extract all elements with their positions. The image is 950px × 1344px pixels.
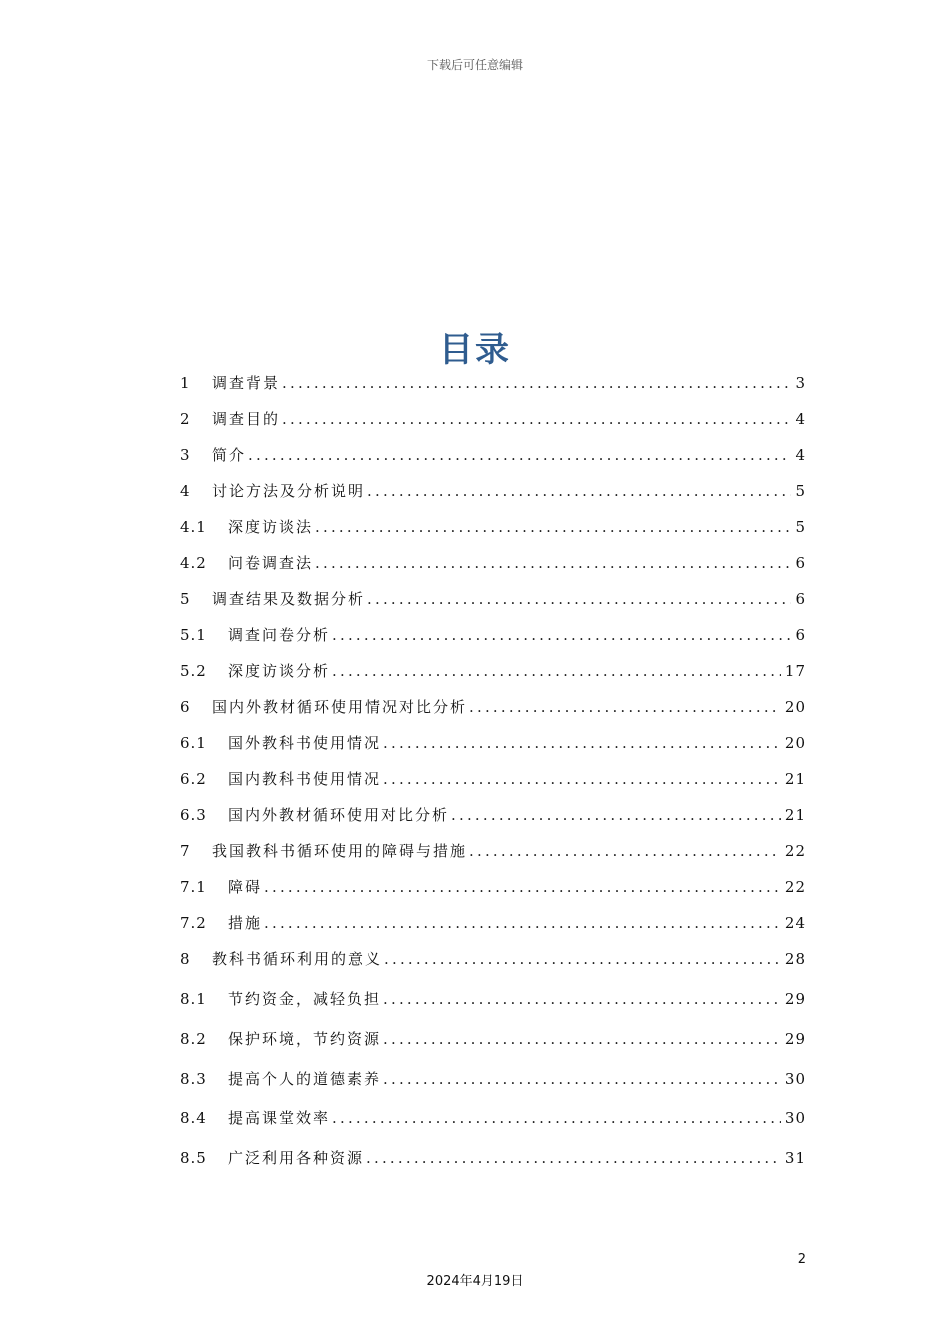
toc-entry-label: 调查背景	[212, 374, 281, 392]
toc-entry-label: 保护环境，节约资源	[228, 1030, 382, 1048]
toc-entry-label: 障碍	[228, 878, 263, 896]
toc-entry-label: 教科书循环利用的意义	[212, 950, 383, 968]
toc-entry-number: 8.4	[180, 1109, 207, 1127]
toc-dot-leader	[383, 990, 781, 1008]
toc-entry-number: 4	[180, 482, 191, 500]
toc-dot-leader	[384, 950, 781, 968]
toc-entry[interactable]	[180, 516, 806, 540]
toc-entry[interactable]	[180, 588, 806, 612]
toc-entry-number: 8	[180, 950, 191, 968]
toc-entry-number: 8.2	[180, 1030, 207, 1048]
toc-entry-label: 问卷调查法	[228, 554, 314, 572]
toc-entry-number: 4.1	[180, 518, 207, 536]
toc-entry-label: 讨论方法及分析说明	[212, 482, 366, 500]
toc-entry-number: 1	[180, 374, 191, 392]
toc-entry-label: 提高个人的道德素养	[228, 1070, 382, 1088]
toc-dot-leader	[282, 410, 791, 428]
toc-dot-leader	[367, 482, 791, 500]
toc-entry-label: 措施	[228, 914, 263, 932]
toc-entry[interactable]	[180, 552, 806, 576]
toc-entry-page: 30	[784, 1109, 806, 1127]
toc-entry[interactable]	[180, 1028, 806, 1052]
toc-entry[interactable]	[180, 696, 806, 720]
toc-entry[interactable]	[180, 840, 806, 864]
toc-dot-leader	[383, 770, 781, 788]
toc-entry[interactable]	[180, 912, 806, 936]
toc-entry-page: 17	[784, 662, 806, 680]
page-number: 2	[797, 1252, 806, 1267]
toc-entry-label: 国外教科书使用情况	[228, 734, 382, 752]
toc-entry-label: 调查结果及数据分析	[212, 590, 366, 608]
toc-entry[interactable]	[180, 988, 806, 1012]
toc-entry[interactable]	[180, 624, 806, 648]
toc-dot-leader	[383, 1030, 781, 1048]
toc-entry-label: 国内外教材循环使用情况对比分析	[212, 698, 468, 716]
toc-entry-page: 30	[784, 1070, 806, 1088]
toc-entry-page: 6	[795, 626, 806, 644]
toc-entry-number: 6	[180, 698, 191, 716]
toc-entry[interactable]	[180, 444, 806, 468]
toc-entry-number: 8.3	[180, 1070, 207, 1088]
toc-dot-leader	[282, 374, 791, 392]
toc-entry[interactable]	[180, 372, 806, 396]
toc-entry-page: 22	[784, 842, 806, 860]
toc-dot-leader	[315, 518, 791, 536]
toc-entry-page: 29	[784, 1030, 806, 1048]
toc-entry[interactable]	[180, 408, 806, 432]
toc-entry-label: 广泛利用各种资源	[228, 1149, 365, 1167]
toc-entry-page: 20	[784, 734, 806, 752]
toc-entry-page: 4	[795, 446, 806, 464]
toc-entry[interactable]	[180, 876, 806, 900]
toc-entry[interactable]	[180, 804, 806, 828]
toc-entry-label: 国内教科书使用情况	[228, 770, 382, 788]
toc-dot-leader	[366, 1149, 781, 1167]
toc-dot-leader	[469, 842, 781, 860]
toc-entry-page: 6	[795, 590, 806, 608]
header-note: 下载后可任意编辑	[426, 58, 523, 72]
toc-entry-number: 7.2	[180, 914, 207, 932]
toc-dot-leader	[264, 878, 781, 896]
toc-entry-page: 28	[784, 950, 806, 968]
toc-entry-page: 6	[795, 554, 806, 572]
toc-entry[interactable]	[180, 948, 806, 972]
toc-entry-page: 5	[795, 518, 806, 536]
toc-entry-number: 2	[180, 410, 191, 428]
toc-entry-label: 调查目的	[212, 410, 281, 428]
toc-dot-leader	[248, 446, 791, 464]
toc-entry-page: 3	[795, 374, 806, 392]
toc-entry-number: 5	[180, 590, 191, 608]
toc-entry-number: 7.1	[180, 878, 207, 896]
toc-entry-number: 5.1	[180, 626, 207, 644]
toc-entry-number: 8.1	[180, 990, 207, 1008]
toc-entry-page: 21	[784, 770, 806, 788]
toc-entry-number: 5.2	[180, 662, 207, 680]
toc-entry-number: 6.3	[180, 806, 207, 824]
toc-dot-leader	[367, 590, 791, 608]
toc-entry-label: 调查问卷分析	[228, 626, 331, 644]
toc-dot-leader	[383, 734, 781, 752]
toc-entry-label: 深度访谈分析	[228, 662, 331, 680]
toc-entry-number: 3	[180, 446, 191, 464]
toc-entry-label: 我国教科书循环使用的障碍与措施	[212, 842, 468, 860]
toc-entry-page: 20	[784, 698, 806, 716]
toc-entry-number: 7	[180, 842, 191, 860]
toc-entry[interactable]	[180, 660, 806, 684]
toc-entry-number: 6.2	[180, 770, 207, 788]
toc-dot-leader	[332, 662, 781, 680]
toc-entry[interactable]	[180, 1147, 806, 1171]
toc-entry[interactable]	[180, 1068, 806, 1092]
toc-entry-page: 24	[784, 914, 806, 932]
toc-dot-leader	[264, 914, 781, 932]
toc-entry-label: 提高课堂效率	[228, 1109, 331, 1127]
toc-entry-page: 29	[784, 990, 806, 1008]
toc-dot-leader	[315, 554, 791, 572]
toc-title: 目录	[439, 330, 511, 370]
toc-entry-number: 8.5	[180, 1149, 207, 1167]
toc-dot-leader	[469, 698, 781, 716]
toc-entry-number: 4.2	[180, 554, 207, 572]
toc-entry-page: 21	[784, 806, 806, 824]
toc-dot-leader	[383, 1070, 781, 1088]
toc-entry[interactable]	[180, 768, 806, 792]
toc-entry[interactable]	[180, 480, 806, 504]
toc-dot-leader	[451, 806, 781, 824]
footer-date: 2024年4月19日	[426, 1274, 524, 1289]
toc-entry-label: 国内外教材循环使用对比分析	[228, 806, 450, 824]
toc-entry-label: 节约资金，减轻负担	[228, 990, 382, 1008]
toc-entry[interactable]	[180, 732, 806, 756]
toc-entry-page: 31	[784, 1149, 806, 1167]
toc-entry-label: 深度访谈法	[228, 518, 314, 536]
toc-dot-leader	[332, 626, 791, 644]
toc-entry-page: 4	[795, 410, 806, 428]
toc-entry-number: 6.1	[180, 734, 207, 752]
toc-entry[interactable]	[180, 1107, 806, 1131]
toc-entry-label: 简介	[212, 446, 247, 464]
toc-entry-page: 5	[795, 482, 806, 500]
toc-entry-page: 22	[784, 878, 806, 896]
toc-dot-leader	[332, 1109, 781, 1127]
